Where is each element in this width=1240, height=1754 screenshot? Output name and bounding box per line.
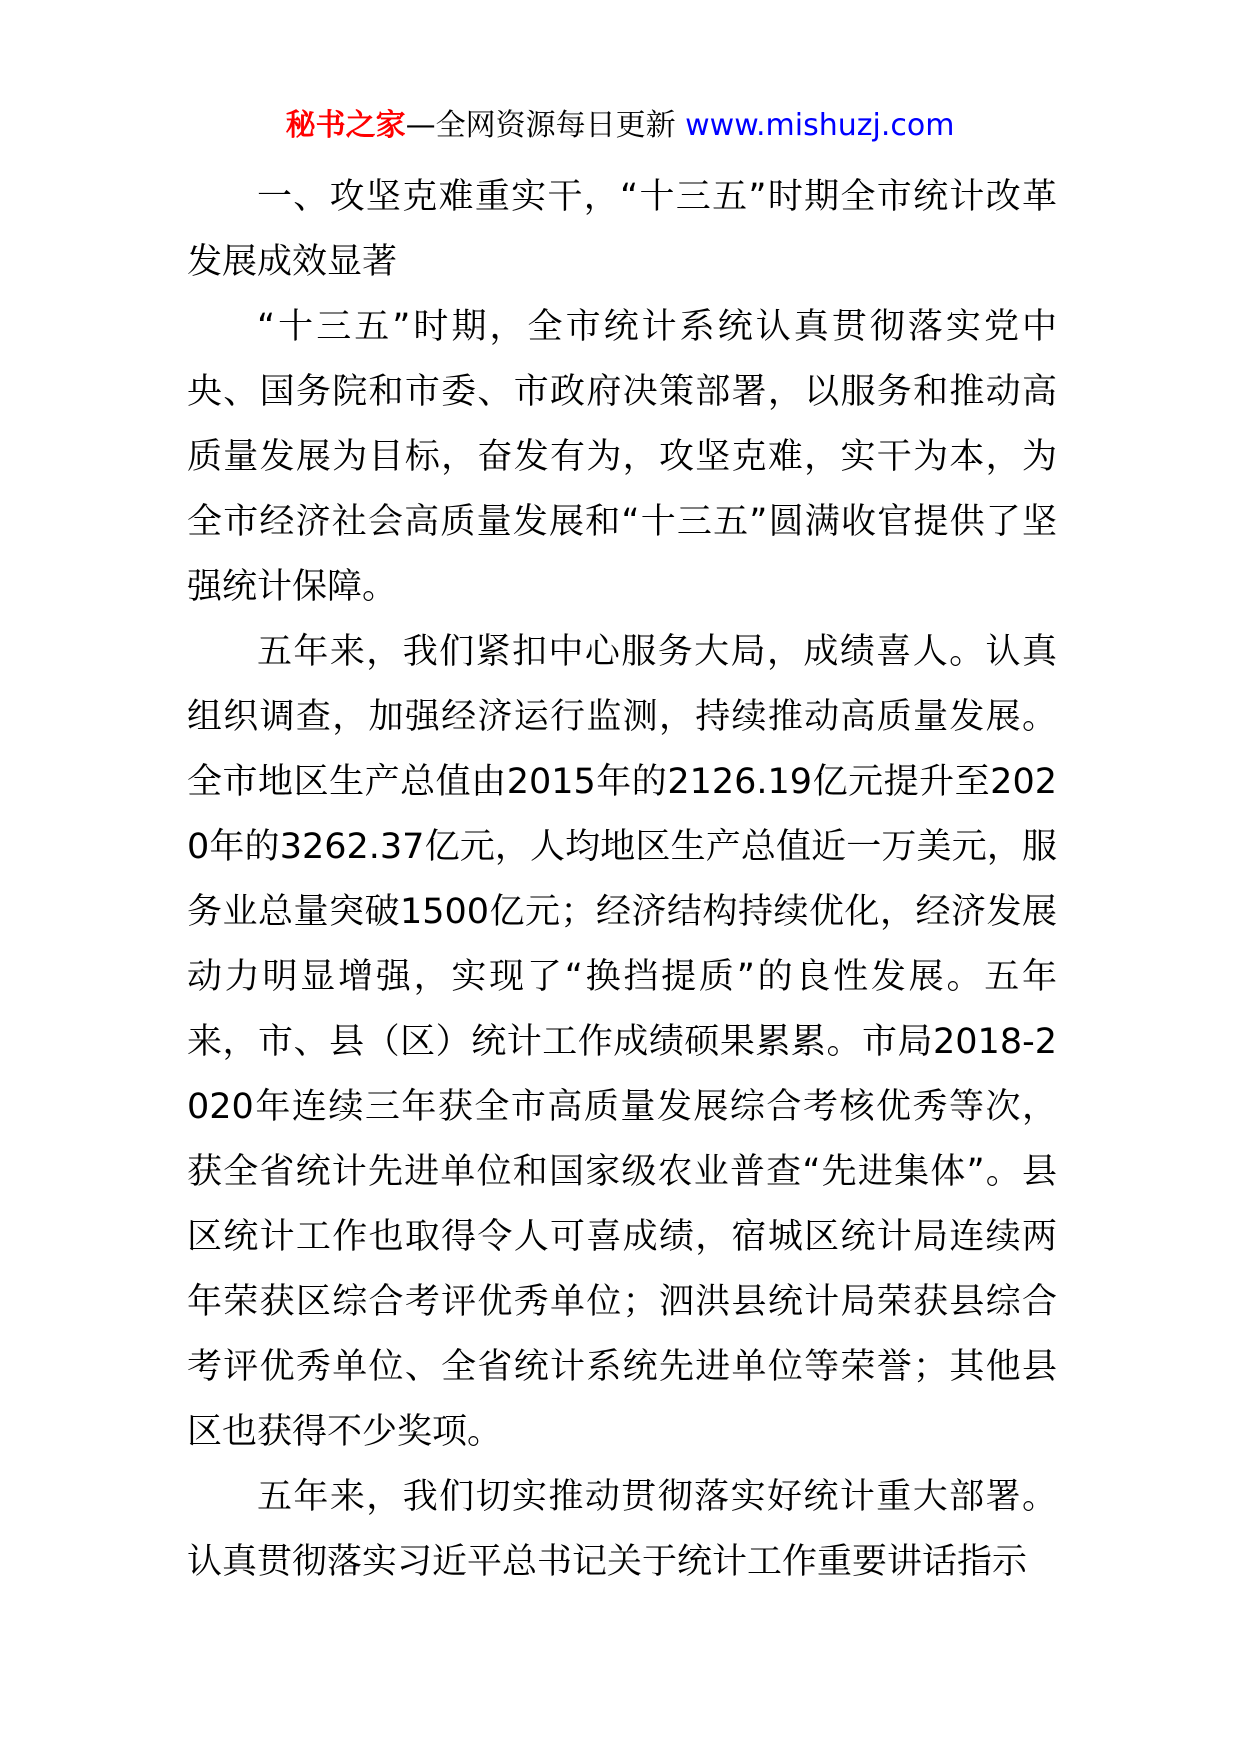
header-tagline: —全网资源每日更新 [405, 108, 686, 143]
paragraph: 五年来，我们切实推动贯彻落实好统计重大部署。认真贯彻落实习近平总书记关于统计工作重要讲话指示 [187, 1477, 1057, 1582]
paragraph: “十三五”时期，全市统计系统认真贯彻落实党中央、国务院和市委、市政府决策部署，以服务和推动高质量发展为目标，奋发有为，攻坚克难，实干为本，为全市经济社会高质量发展和“十三五”圆满收官提供了坚强统计保障。 [187, 307, 1057, 607]
brand-name: 秘书之家 [285, 108, 406, 143]
section-heading: 一、攻坚克难重实干，“十三五”时期全市统计改革发展成效显著 [187, 177, 1057, 282]
document-body [187, 165, 1057, 1595]
website-link[interactable]: www.mishuzj.com [685, 108, 955, 143]
page-header [0, 104, 1240, 148]
paragraph: 五年来，我们紧扣中心服务大局，成绩喜人。认真组织调查，加强经济运行监测，持续推动高质量发展。全市地区生产总值由2015年的2126.19亿元提升至2020年的3262.37亿元，人均地区生产总值近一万美元，服务业总量突破1500亿元；经济结构持续优化，经济发展动力明显增强，实现了“换挡提质”的良性发展。五年来，市、县（区）统计工作成绩硕果累累。市局2018-2020年连续三年获全市高质量发展综合考核优秀等次，获全省统计先进单位和国家级农业普查“先进集体”。县区统计工作也取得令人可喜成绩，宿城区统计局连续两年荣获区综合考评优秀单位；泗洪县统计局荣获县综合考评优秀单位、全省统计系统先进单位等荣誉；其他县区也获得不少奖项。 [187, 632, 1057, 1452]
